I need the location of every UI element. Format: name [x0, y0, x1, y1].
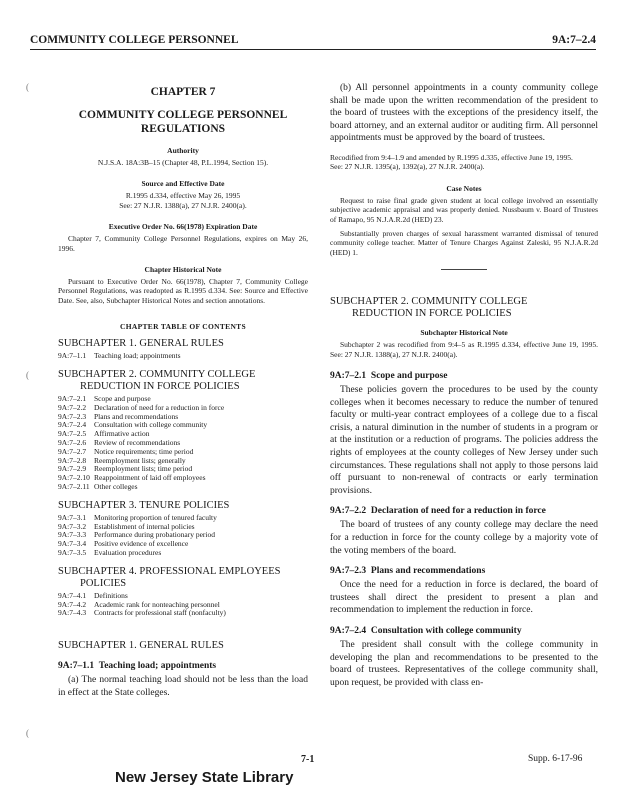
toc-entry-number: 9A:7–2.5: [58, 429, 87, 439]
toc-entry-title: Monitoring proportion of tenured faculty: [94, 512, 217, 522]
supplement-date: Supp. 6-17-96: [528, 754, 583, 764]
toc-subchapter-heading: [58, 338, 308, 350]
chapter-historical-text: Pursuant to Executive Order No. 66(1978), Chapter 7, Community College Personnel Regulations, was readopted as R.1995 d.334. See: Source and Effective Date. See, also, Subchapter Historical Notes and section annotations.: [58, 277, 308, 305]
subchapter-heading-line: REDUCTION IN FORCE POLICIES: [352, 308, 512, 320]
case-notes-heading: Case Notes: [446, 183, 482, 193]
section-heading: [330, 371, 598, 381]
toc-entry-title: Teaching load; appointments: [94, 351, 181, 361]
source-heading: Source and Effective Date: [141, 179, 225, 189]
section-number: 9A:7–1.1: [58, 661, 95, 672]
toc-entry-number: 9A:7–2.6: [58, 438, 87, 448]
toc-entry-number: 9A:7–2.3: [58, 411, 87, 421]
section-paragraph: (a) The normal teaching load should not be less than the load in effect at the State colleges.: [58, 675, 308, 698]
left-column: [58, 62, 308, 699]
chapter-title-line: REGULATIONS: [140, 123, 226, 135]
toc-entry[interactable]: [58, 549, 308, 558]
section-heading: [330, 626, 598, 636]
toc-entry-title: Positive evidence of excellence: [94, 539, 189, 549]
subchapter-2-heading: [330, 296, 598, 320]
toc-subchapter-line: SUBCHAPTER 2. COMMUNITY COLLEGE: [58, 369, 256, 381]
section-title: Scope and purpose: [370, 371, 448, 382]
toc-subchapter-line: SUBCHAPTER 1. GENERAL RULES: [58, 338, 224, 350]
toc-entry-title: Definitions: [94, 590, 128, 600]
section-paragraph: These policies govern the procedures to be used by the county colleges when it becomes necessary to reduce the number of tenured faculty or multi-year contract employees of a college due to a fiscal crisis, a natural diminution in the number of students in a program or at the institution or a reduction of programs. The policies address the rights of employees at the county colleges of New Jersey under such circumstances. These regulations shall not apply to those persons laid off pursuant to non-renewal of contracts or early termination provisions.: [330, 385, 598, 496]
exec-order-text: Chapter 7, Community College Personnel Regulations, expires on May 26, 1996.: [58, 234, 308, 253]
toc-entry-number: 9A:7–3.3: [58, 530, 87, 540]
toc-subchapter-heading: [58, 566, 308, 590]
toc-entry-number: 9A:7–3.1: [58, 512, 87, 522]
toc-subchapter-line: SUBCHAPTER 4. PROFESSIONAL EMPLOYEES: [58, 565, 281, 577]
toc-entry-title: Review of recommendations: [94, 438, 181, 448]
toc-entry-number: 9A:7–4.3: [58, 608, 87, 618]
toc-list: [58, 352, 308, 361]
toc-list: [58, 514, 308, 558]
toc-list: [58, 395, 308, 492]
toc-entry-title: Contracts for professional staff (nonfaculty): [94, 608, 226, 618]
margin-mark: (: [26, 728, 29, 738]
section-title: Teaching load; appointments: [98, 661, 217, 672]
recodified-note: Recodified from 9:4–1.9 and amended by R.1995 d.335, effective June 19, 1995.: [330, 152, 573, 162]
toc-entry-title: Affirmative action: [94, 429, 150, 439]
toc-entry-number: 9A:7–2.7: [58, 446, 87, 456]
section-number: 9A:7–2.3: [330, 566, 367, 577]
section-heading: [330, 506, 598, 516]
subchapter-1-heading: SUBCHAPTER 1. GENERAL RULES: [58, 640, 224, 652]
margin-mark: (: [26, 370, 29, 380]
page-number: 7-1: [301, 754, 315, 765]
section-title: Plans and recommendations: [370, 566, 486, 577]
subchapter-heading-line: SUBCHAPTER 2. COMMUNITY COLLEGE: [330, 296, 528, 308]
toc-entry-number: 9A:7–2.9: [58, 464, 87, 474]
right-column: [330, 62, 598, 689]
toc-entry-title: Performance during probationary period: [94, 530, 215, 540]
section-paragraph: The board of trustees of any county college may declare the need for a reduction in force for the county college by a majority vote of the voting members of the board.: [330, 520, 598, 556]
running-header: [30, 31, 596, 50]
source-text-1: R.1995 d.334, effective May 26, 1995: [125, 191, 241, 201]
toc-entry-number: 9A:7–1.1: [58, 351, 87, 361]
toc-entry-number: 9A:7–2.10: [58, 473, 90, 483]
toc-entry-number: 9A:7–3.5: [58, 548, 87, 557]
toc-entry-number: 9A:7–3.2: [58, 521, 87, 531]
subchapter-historical-heading: Subchapter Historical Note: [420, 328, 508, 338]
toc-entry-title: Declaration of need for a reduction in force: [94, 402, 225, 412]
toc-entry-title: Establishment of internal policies: [94, 521, 195, 531]
toc-entry-number: 9A:7–2.1: [58, 394, 87, 404]
toc-entry-title: Notice requirements; time period: [94, 446, 194, 456]
toc-entry-number: 9A:7–2.2: [58, 402, 87, 412]
header-title: COMMUNITY COLLEGE PERSONNEL: [30, 34, 239, 46]
chapter-title: [58, 108, 308, 136]
toc-entry-title: Evaluation procedures: [94, 548, 162, 557]
toc-entry-title: Consultation with college community: [94, 420, 208, 430]
subchapter-historical-text: Subchapter 2 was recodified from 9:4–5 as R.1995 d.334, effective June 19, 1995. See: 27 N.J.R. 1388(a), 27 N.J.R. 2400(a).: [330, 340, 598, 359]
toc-subchapter-line: SUBCHAPTER 3. TENURE POLICIES: [58, 499, 230, 511]
exec-order-heading: Executive Order No. 66(1978) Expiration Date: [108, 222, 258, 232]
header-section: 9A:7–2.4: [552, 34, 596, 46]
section-title: Consultation with college community: [370, 625, 522, 636]
toc-subchapter-line: POLICIES: [80, 577, 127, 589]
section-paragraph: The president shall consult with the college community in developing the plan and recommendations to be presented to the board of trustees. Representatives of the college community shall, upon request, be provided with class en-: [330, 639, 598, 688]
table-of-contents: [58, 338, 308, 618]
section-title: Declaration of need for a reduction in force: [370, 506, 546, 517]
library-stamp: New Jersey State Library: [115, 769, 294, 786]
chapter-historical-heading: Chapter Historical Note: [144, 265, 222, 275]
toc-entry-title: Plans and recommendations: [94, 411, 179, 421]
toc-subchapter-heading: [58, 369, 308, 393]
toc-entry-number: 9A:7–4.1: [58, 590, 87, 600]
source-text-2: See: 27 N.J.R. 1388(a), 27 N.J.R. 2400(a).: [119, 200, 247, 210]
toc-heading: CHAPTER TABLE OF CONTENTS: [120, 322, 246, 332]
toc-entry-title: Reemployment lists; time period: [94, 464, 193, 474]
toc-entry-title: Scope and purpose: [94, 394, 151, 404]
authority-text: N.J.S.A. 18A:3B–15 (Chapter 48, P.L.1994, Section 15).: [97, 158, 269, 167]
chapter-title-line: COMMUNITY COLLEGE PERSONNEL: [78, 109, 288, 121]
recodified-see: See: 27 N.J.R. 1395(a), 1392(a), 27 N.J.R. 2400(a).: [330, 162, 485, 172]
toc-entry-number: 9A:7–4.2: [58, 599, 87, 609]
toc-entry-number: 9A:7–2.11: [58, 482, 90, 492]
section-heading: [58, 661, 308, 671]
toc-entry-title: Other colleges: [94, 482, 138, 492]
chapter-number: CHAPTER 7: [150, 86, 216, 98]
case-note: Substantially proven charges of sexual harassment warranted dismissal of tenured community college teacher. Matter of Tenure Charges Against Zaleski, 95 N.J.A.R.2d (HED) 1.: [330, 229, 598, 257]
section-number: 9A:7–2.2: [330, 506, 367, 517]
case-note: Request to raise final grade given student at local college involved an essentially subjective academic appraisal and was properly denied. Nussbaum v. Board of Trustees of Ramapo, 95 N.J.A.R.2d (HED) 23.: [330, 195, 598, 224]
toc-entry-title: Academic rank for nonteaching personnel: [94, 599, 220, 609]
toc-entry-title: Reappointment of laid off employees: [94, 473, 206, 483]
toc-subchapter-line: REDUCTION IN FORCE POLICIES: [80, 381, 240, 393]
section-heading: [330, 566, 598, 576]
toc-entry-number: 9A:7–3.4: [58, 539, 87, 549]
toc-list: [58, 592, 308, 618]
toc-entry-number: 9A:7–2.8: [58, 455, 87, 465]
paragraph-b: (b) All personnel appointments in a county community college shall be made upon the written recommendation of the president to the board of trustees with the exceptions of the presidency itself, the board attorney, and an external auditor or auditing firm. All personnel appointments must be approved by the board of trustees.: [330, 83, 598, 144]
toc-entry-title: Reemployment lists; generally: [94, 455, 186, 465]
section-paragraph: Once the need for a reduction in force is declared, the board of trustees shall direct the president to present a plan and recommendation to implement the reduction in force.: [330, 580, 598, 616]
toc-entry[interactable]: [58, 483, 308, 492]
toc-entry-number: 9A:7–2.4: [58, 420, 87, 430]
section-number: 9A:7–2.1: [330, 371, 367, 382]
toc-entry[interactable]: [58, 352, 308, 361]
toc-subchapter-heading: [58, 500, 308, 512]
section-number: 9A:7–2.4: [330, 625, 367, 636]
margin-mark: (: [26, 82, 29, 92]
divider: [441, 269, 487, 270]
toc-entry[interactable]: [58, 609, 308, 618]
authority-heading: Authority: [167, 146, 199, 155]
